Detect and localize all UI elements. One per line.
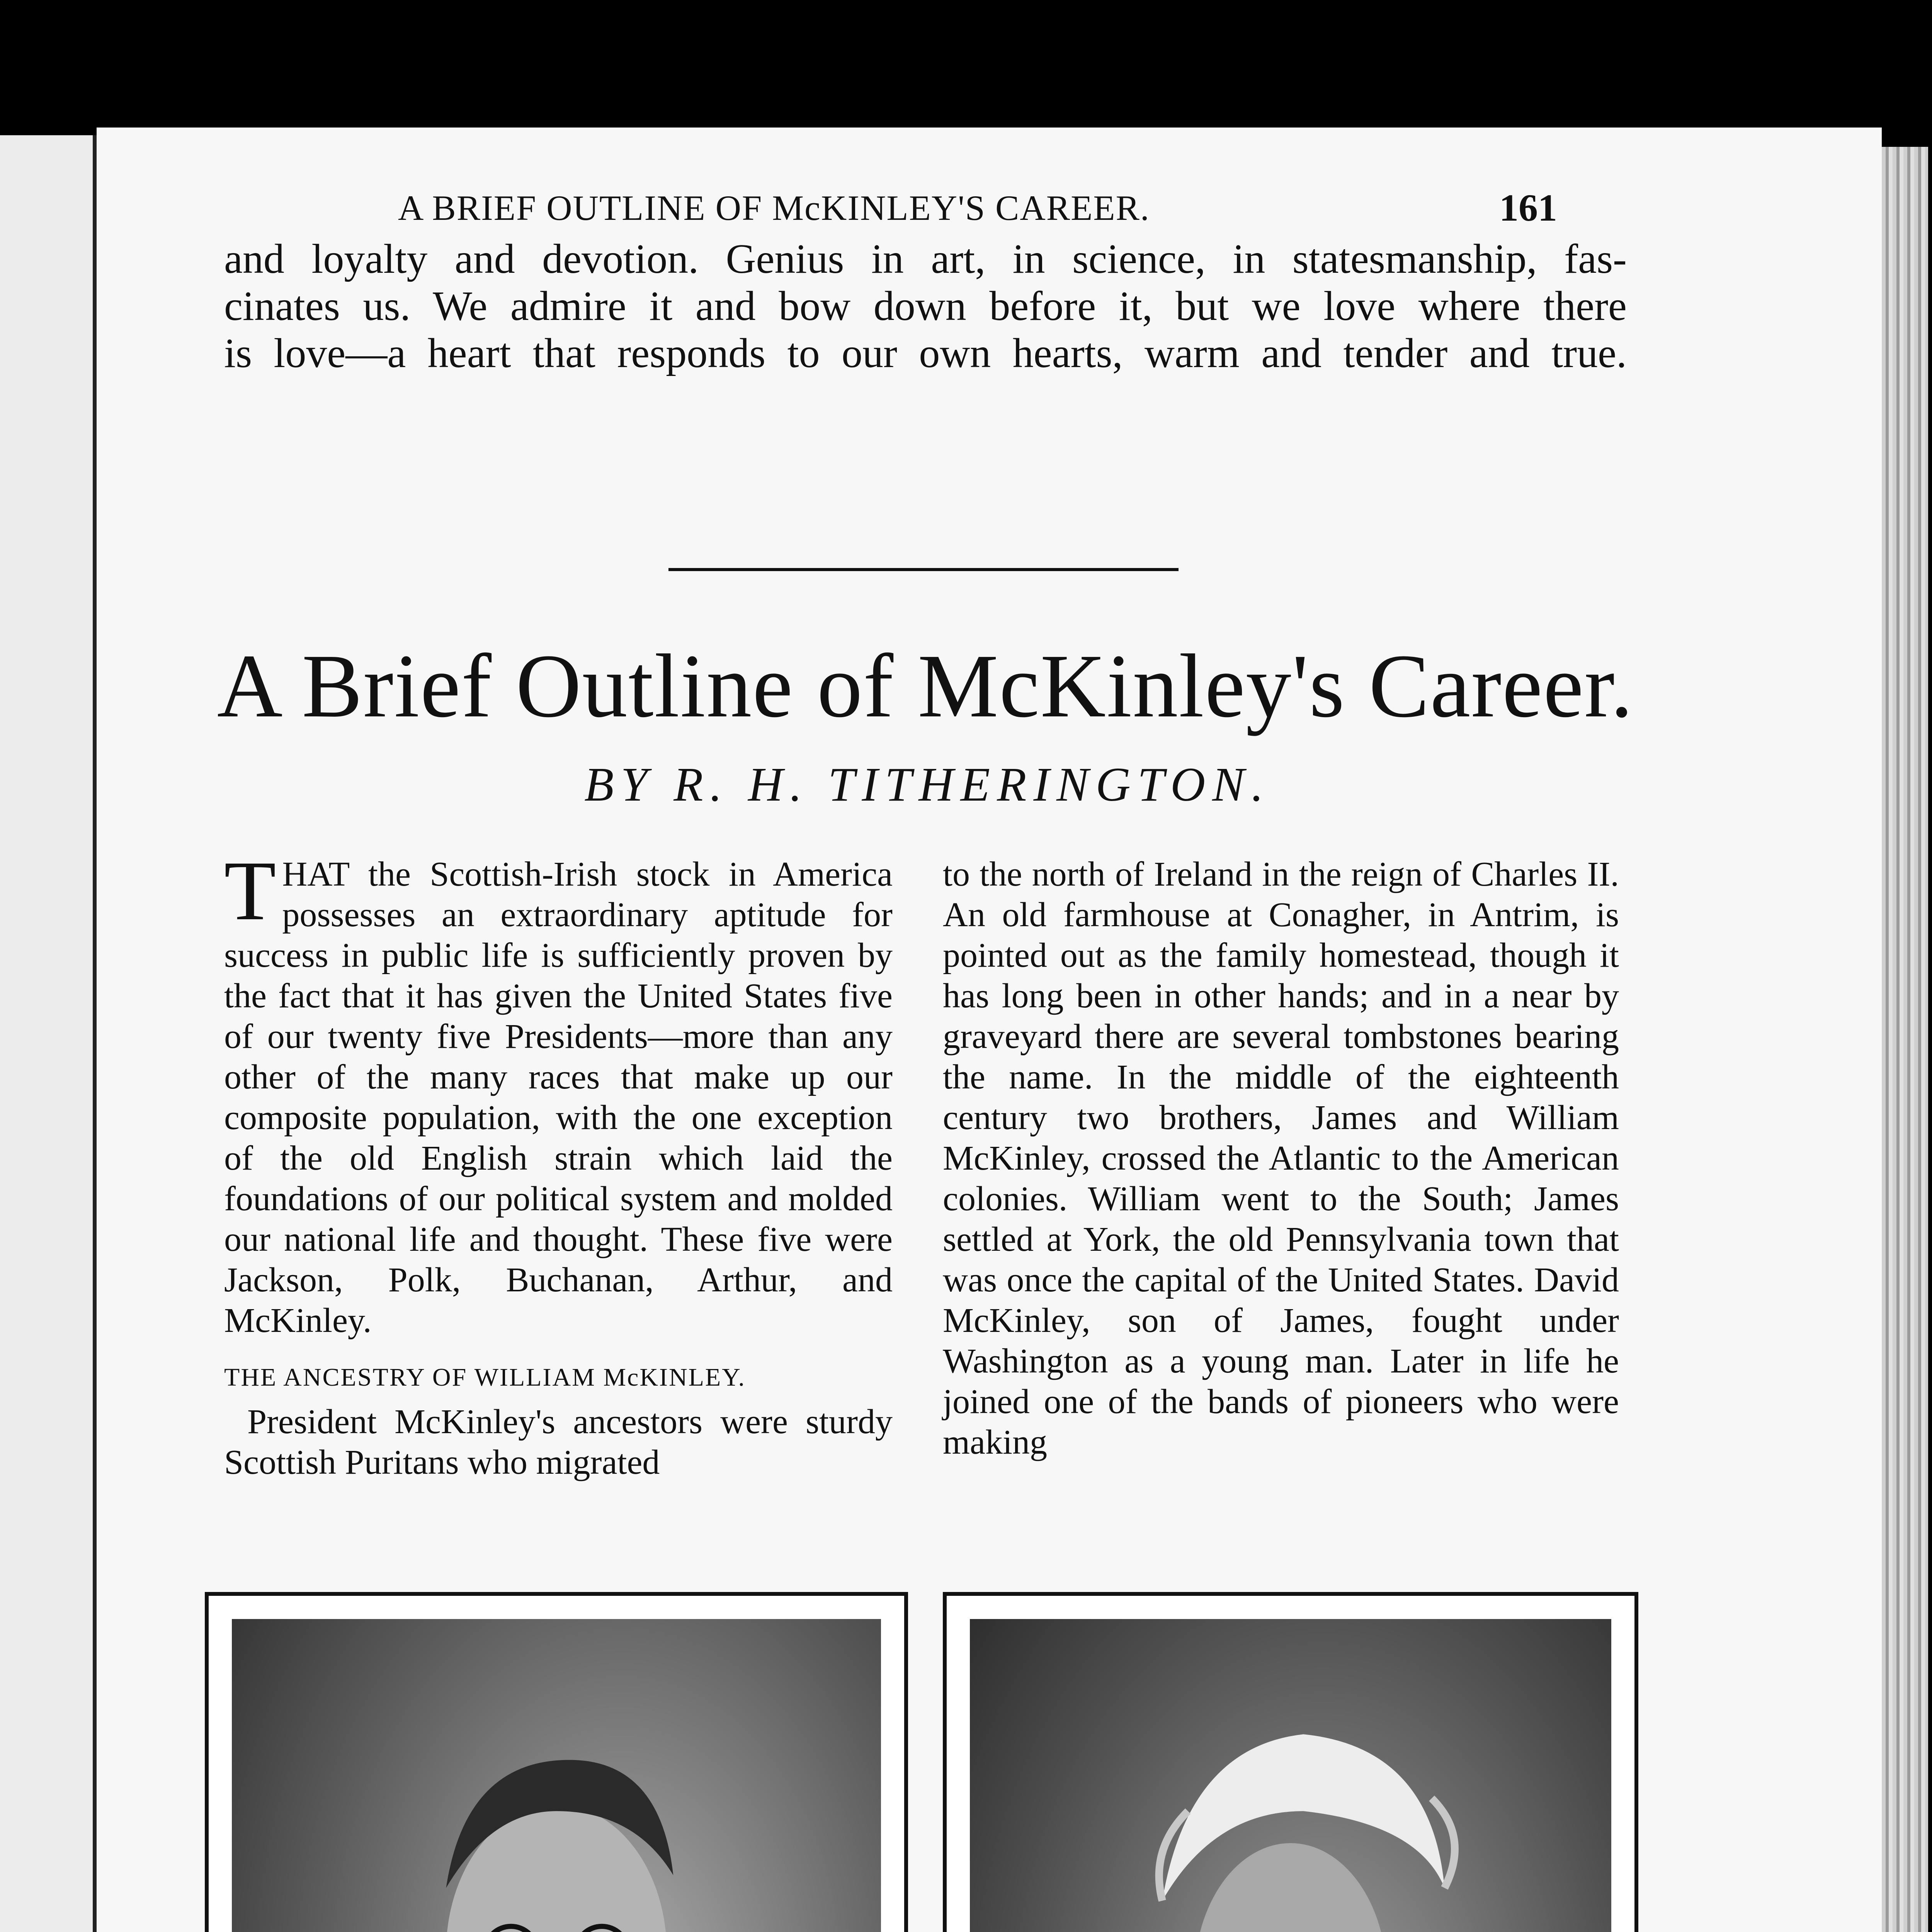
page-number: 161 (1499, 186, 1557, 229)
portrait-photo (970, 1619, 1611, 1932)
drop-cap: T (224, 844, 276, 938)
portrait-nancy-allison-mckinley (943, 1592, 1638, 1932)
intro-line: is love—a heart that responds to our own hearts, warm and tender and true. (224, 330, 1627, 376)
intro-line: and loyalty and devotion. Genius in art, in science, in statesmanship, fas- (224, 236, 1627, 282)
article-title: A Brief Outline of McKinley's Career. (217, 636, 1634, 736)
article-column-1 (224, 844, 893, 1483)
page-stack-edge (1882, 147, 1928, 1932)
portrait-photo (232, 1619, 881, 1932)
lead-text: HAT the Scottish-Irish stock in America possesses an extraordinary aptitude for success in public life is sufficiently proven by the fact that it has given the United States five of our twenty five Presidents—more than any other of the many races that make up our composite population, with the one exception of the old English strain which laid the foundations of our political system and molded our national life and thought. These five were Jackson, Polk, Buchanan, Arthur, and McKinley. (224, 855, 893, 1340)
ancestry-paragraph: President McKinley's ancestors were sturdy Scottish Puritans who migrated (224, 1403, 893, 1481)
intro-line: cinates us. We admire it and bow down before it, but we love where there (224, 283, 1627, 329)
section-heading: THE ANCESTRY OF WILLIAM McKINLEY. (224, 1363, 746, 1391)
section-divider (668, 568, 1179, 571)
intro-paragraph (224, 236, 1627, 377)
portrait-william-mckinley-sr (205, 1592, 908, 1932)
facing-page-edge (0, 135, 97, 1932)
lead-paragraph (224, 844, 893, 1341)
article-byline: BY R. H. TITHERINGTON. (584, 758, 1270, 811)
article-column-2 (943, 854, 1619, 1463)
column-2-paragraph: to the north of Ireland in the reign of Charles II. An old farmhouse at Conagher, in Antrim, is pointed out as the family homestead, though it has long been in other hands; and in a near by graveyard there are several tombstones bearing the name. In the middle of the eighteenth century two brothers, James and William McKinley, crossed the Atlantic to the American colonies. William went to the South; James settled at York, the old Pennsylvania town that was once the capital of the United States. David McKinley, son of James, fought under Washington as a young man. Later in life he joined one of the bands of pioneers who were making (943, 855, 1619, 1461)
running-head: A BRIEF OUTLINE OF McKINLEY'S CAREER. (398, 188, 1150, 228)
